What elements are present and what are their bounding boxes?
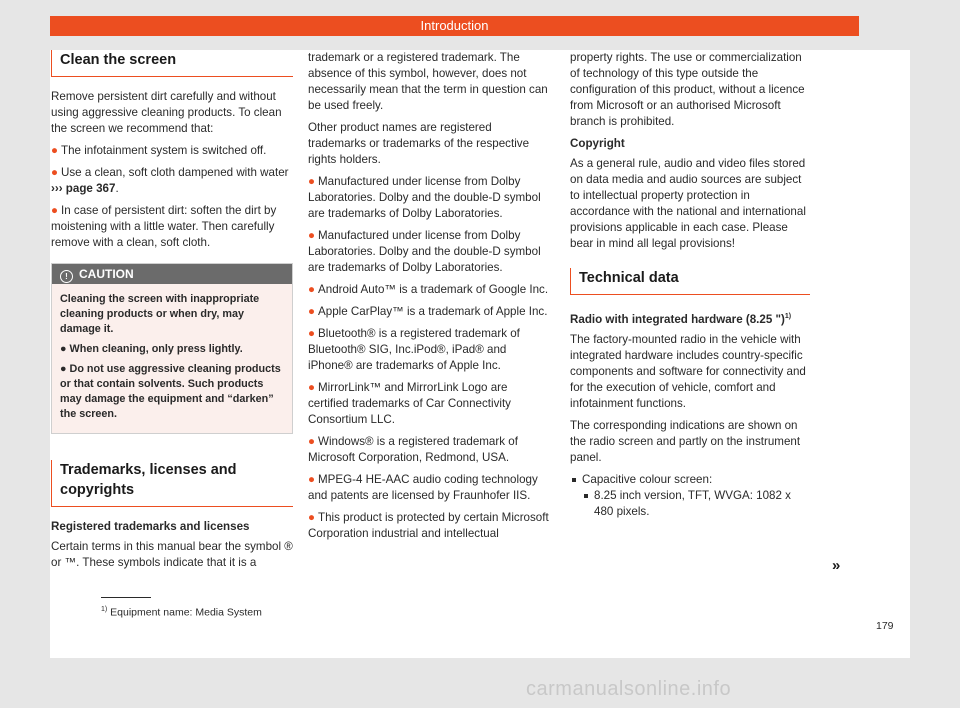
rights-paragraph: property rights. The use or commercialization of technology of this type outside the configuration of this product, without a licence from Microsoft or an authorised Microsoft branch is prohibited. — [570, 51, 805, 128]
caution-box — [51, 263, 293, 434]
list-sub-item: 8.25 inch version, TFT, WVGA: 1082 x 480 pixels. — [582, 488, 810, 520]
section-header: Introduction — [50, 16, 859, 36]
list-item: ● Manufactured under license from Dolby Laboratories. Dolby and the double-D symbol are trademarks of Dolby Laboratories. — [308, 229, 541, 274]
list-item: ● MirrorLink™ and MirrorLink Logo are certified trademarks of Car Connectivity Consortium LLC. — [308, 381, 511, 426]
bullet-icon: ● — [308, 435, 316, 448]
copyright-heading: Copyright — [570, 137, 625, 150]
caution-body: Cleaning the screen with inappropriate cleaning products or when dry, may damage it. ● When cleaning, only press lightly. ● Do not use aggressive cleaning products or that contain solvents. Such products may damage the equipment and “darken” the screen. — [52, 284, 292, 433]
bullet-icon: ● — [308, 283, 316, 296]
list-item: ● Bluetooth® is a registered trademark of Bluetooth® SIG, Inc.iPod®, iPad® and iPhone® are trademarks of Apple Inc. — [308, 327, 520, 372]
list-item: ● Do not use aggressive cleaning products or that contain solvents. Such products may damage the equipment and “darken” the screen. — [60, 363, 281, 420]
bullet-icon: ● — [308, 473, 316, 486]
page-number: 179 — [876, 620, 894, 632]
column-2 — [308, 50, 550, 548]
bullet-icon: ● — [308, 511, 316, 524]
list-item: ● Use a clean, soft cloth dampened with water ››› page 367. — [51, 166, 289, 195]
page-reference-link[interactable]: ››› page 367 — [51, 182, 116, 195]
clean-intro: Remove persistent dirt carefully and without using aggressive cleaning products. To clean the screen we recommend that: — [51, 90, 282, 135]
column-1 — [51, 50, 293, 577]
bullet-icon: ● — [51, 166, 59, 179]
radio-paragraph: The factory-mounted radio in the vehicle with integrated hardware includes country-specific components and software for connectivity and for the execution of vehicle, comfort and infotainment functions. — [570, 332, 806, 410]
copyright-paragraph: As a general rule, audio and video files stored on data media and audio sources are subject to intellectual property protection in accordance with the national and international provisions applicable in each case. Please bear in mind all legal provisions! — [570, 157, 806, 250]
footnote-reference: 1) — [784, 313, 792, 320]
list-item: ● Windows® is a registered trademark of Microsoft Corporation, Redmond, USA. — [308, 435, 518, 464]
trademark-intro: Certain terms in this manual bear the symbol ® or ™. These symbols indicate that it is a — [51, 540, 293, 569]
watermark: carmanualsonline.info — [526, 678, 732, 700]
product-names-paragraph: Other product names are registered trademarks or trademarks of the respective rights holders. — [308, 121, 530, 166]
bullet-icon: ● — [308, 229, 316, 242]
footnote-divider — [101, 597, 151, 598]
list-item: ● Android Auto™ is a trademark of Google Inc. — [308, 283, 549, 296]
list-item: Capacitive colour screen: — [570, 472, 810, 488]
heading-trademarks: Trademarks, licenses and copyrights — [51, 460, 293, 507]
list-item: ● The infotainment system is switched off. — [51, 144, 267, 157]
indications-paragraph: The corresponding indications are shown on the radio screen and partly on the instrument panel. — [570, 418, 801, 464]
radio-heading: Radio with integrated hardware (8.25 ")$^{1)}$ — [570, 312, 792, 326]
column-3 — [570, 50, 810, 520]
heading-technical-data: Technical data — [570, 268, 810, 295]
footnote: $^{1)}$ Equipment name: Media System — [101, 606, 262, 619]
list-item: ● Manufactured under license from Dolby Laboratories. Dolby and the double-D symbol are trademarks of Dolby Laboratories. — [308, 175, 541, 220]
list-item: ● When cleaning, only press lightly. — [60, 343, 243, 355]
caution-header: ! CAUTION — [52, 264, 292, 284]
list-item: ● MPEG-4 HE-AAC audio coding technology and patents are licensed by Fraunhofer IIS. — [308, 473, 538, 502]
list-item: ● In case of persistent dirt: soften the dirt by moistening with a little water. Then carefully remove with a clean, soft cloth. — [51, 204, 277, 249]
bullet-icon: ● — [308, 327, 316, 340]
bullet-icon: ● — [308, 175, 316, 188]
sub-heading-registered: Registered trademarks and licenses — [51, 520, 250, 533]
bullet-icon: ● — [308, 305, 316, 318]
list-item: ● Apple CarPlay™ is a trademark of Apple Inc. — [308, 305, 548, 318]
trademark-paragraph: trademark or a registered trademark. The absence of this symbol, however, does not necessarily mean that the term in question can be used freely. — [308, 51, 548, 112]
list-item: ● This product is protected by certain Microsoft Corporation industrial and intellectual — [308, 511, 549, 540]
info-icon: ! — [60, 270, 73, 283]
heading-clean-screen: Clean the screen — [51, 50, 293, 77]
bullet-icon: ● — [51, 144, 59, 157]
continue-mark: » — [832, 557, 841, 574]
bullet-icon: ● — [308, 381, 316, 394]
bullet-icon: ● — [51, 204, 59, 217]
